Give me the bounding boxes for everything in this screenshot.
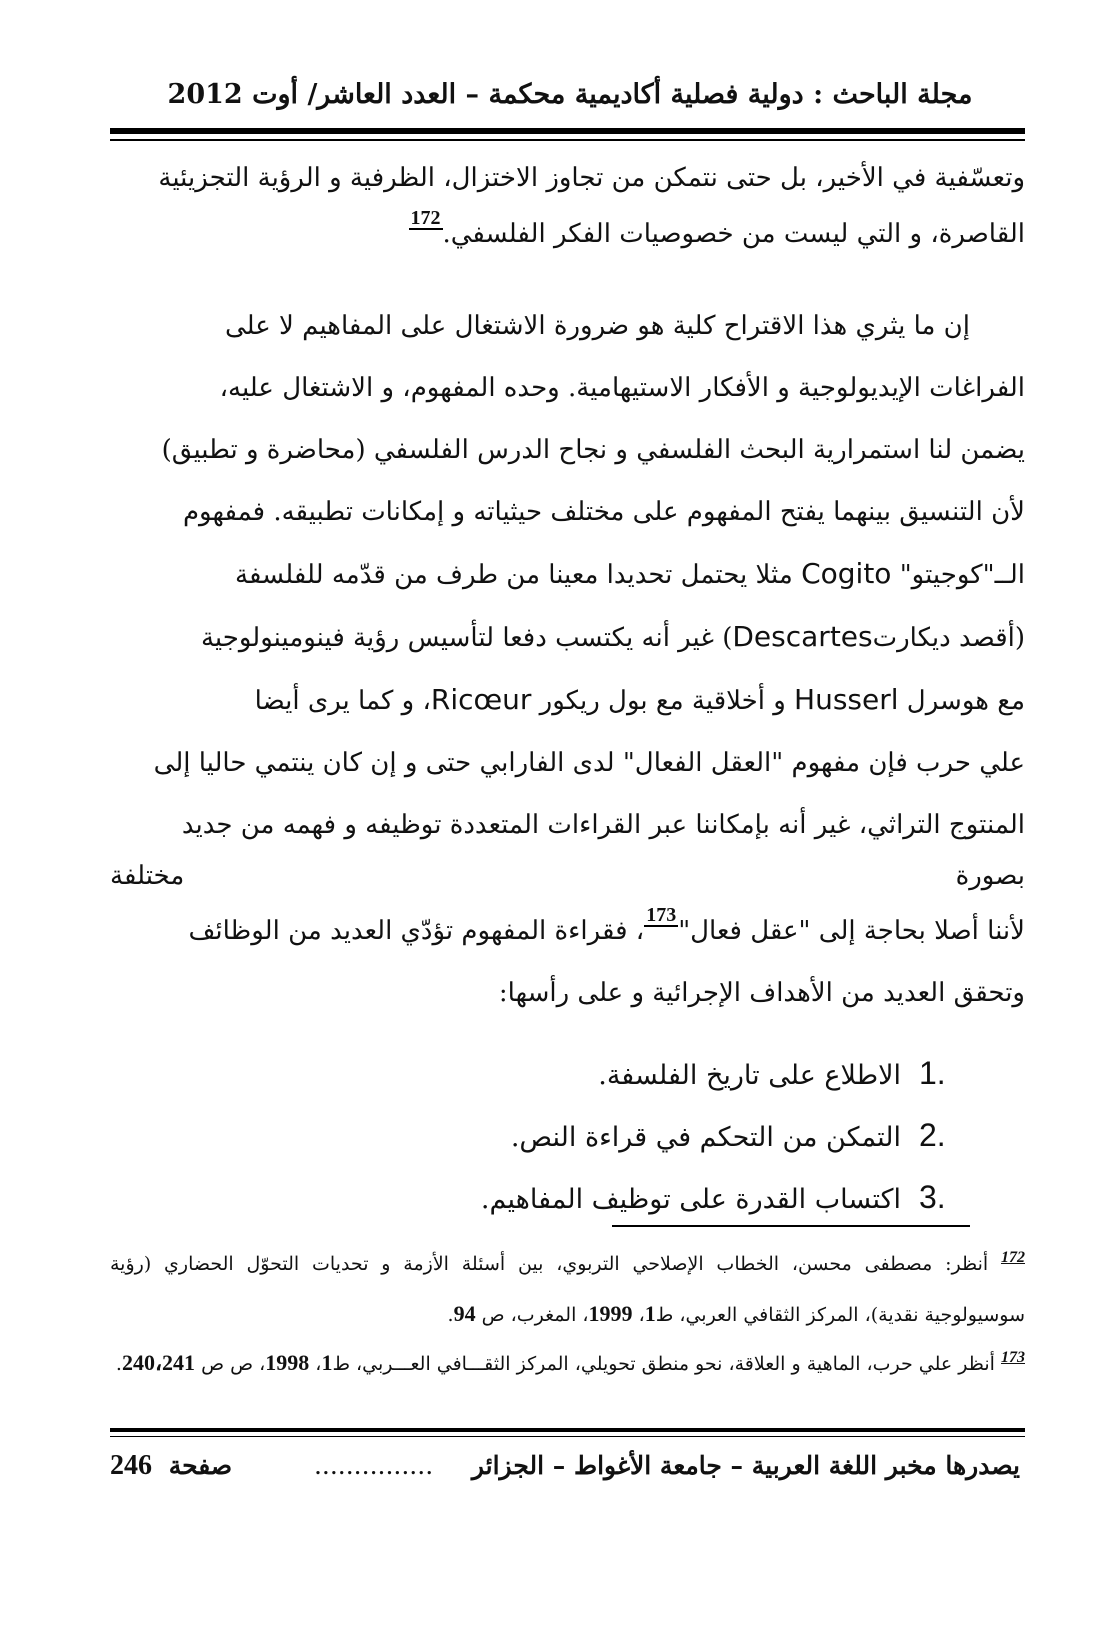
intro-line: وتعسّفية في الأخير، بل حتى نتمكن من تجاوز الاختزال، الظرفية و الرؤية التجزيئية	[158, 163, 1025, 193]
footnote-text: أنظر علي حرب، الماهية و العلاقة، نحو منطق تحويلي، المركز الثقـــافي العـــربي، ط	[332, 1353, 995, 1375]
list-number: 1.	[919, 1055, 946, 1091]
footnote-173	[110, 1339, 1025, 1390]
footnote-172	[110, 1240, 1025, 1339]
footnote-separator	[612, 1225, 970, 1227]
body-line	[110, 543, 1025, 606]
intro-paragraph	[110, 150, 1025, 262]
footnote-year: 1998	[265, 1350, 310, 1375]
footnote-page: 94	[453, 1301, 476, 1326]
footnote-text: .	[115, 1353, 122, 1375]
list-number: 2.	[919, 1117, 946, 1153]
list-text: الاطلاع على تاريخ الفلسفة.	[598, 1060, 901, 1091]
body-line	[110, 295, 1025, 357]
journal-header: مجلة الباحث : دولية فصلية أكاديمية محكمة – العدد العاشر/ أوت 2012	[167, 79, 973, 110]
footnote-text: ،	[632, 1304, 645, 1326]
footnote-year: 1999	[588, 1301, 633, 1326]
body-line-text: إن ما يثري هذا الاقتراح كلية هو ضرورة الاشتغال على المفاهيم لا على	[224, 311, 970, 341]
footnote-text: .	[447, 1304, 454, 1326]
page-footer	[110, 1450, 1020, 1482]
footnote-text: ،	[309, 1353, 322, 1375]
footnote-text: أنظر: مصطفى محسن، الخطاب الإصلاحي التربوي، بين أسئلة الأزمة و تحديات التحوّل الحضاري (رؤية سوسيولوجية نقدية)، المركز الثقافي العربي، ط	[110, 1253, 1025, 1326]
page-number: 246	[110, 1450, 152, 1481]
footnote-edition: 1	[644, 1301, 656, 1326]
term-cogito: Cogito	[801, 557, 892, 590]
body-line: وتحقق العديد من الأهداف الإجرائية و على رأسها:	[498, 978, 1025, 1008]
list-item	[267, 1179, 967, 1241]
body-line-text: (أقصد ديكارت	[872, 623, 1025, 653]
list-item	[267, 1055, 967, 1117]
footnote-edition: 1	[321, 1350, 333, 1375]
footnotes	[110, 1240, 1025, 1390]
body-line-text: مختلفة	[110, 861, 185, 891]
body-line: المنتوج التراثي، غير أنه بإمكاننا عبر القراءات المتعددة توظيفه و فهمه من جديد	[181, 810, 1025, 840]
page-label: صفحة	[168, 1451, 233, 1480]
body-line-text: مثلا يحتمل تحديدا معينا من طرف من قدّمه للفلسفة	[235, 560, 793, 590]
footer-dots: ...............	[313, 1451, 434, 1480]
term-husserl: Husserl	[794, 683, 899, 716]
body-line: لأن التنسيق بينهما يفتح المفهوم على مختلف حيثياته و إمكانات تطبيقه. فمفهوم	[182, 497, 1025, 527]
footnote-ref-172[interactable]: 172	[410, 207, 441, 229]
body-line-text: و أخلاقية مع بول ريكور	[539, 686, 786, 716]
body-line: يضمن لنا استمرارية البحث الفلسفي و نجاح الدرس الفلسفي (محاضرة و تطبيق)	[161, 435, 1025, 465]
body-line-text: الــ"كوجيتو"	[899, 560, 1025, 590]
body-line-text: بصورة	[955, 861, 1025, 891]
header-rule-thin	[110, 139, 1025, 141]
list-text: التمكن من التحكم في قراءة النص.	[510, 1122, 901, 1153]
publisher-text: يصدرها مخبر اللغة العربية – جامعة الأغواط – الجزائر	[471, 1451, 1020, 1480]
intro-line-text: القاصرة، و التي ليست من خصوصيات الفكر الفلسفي.	[442, 219, 1025, 249]
body-line-text: مع هوسرل	[906, 686, 1025, 716]
list-number: 3.	[919, 1179, 946, 1215]
body-line	[110, 856, 1025, 896]
footnote-text: ، ص ص	[195, 1353, 266, 1375]
body-line	[110, 900, 1025, 962]
body-line: علي حرب فإن مفهوم "العقل الفعال" لدى الفارابي حتى و إن كان ينتمي حاليا إلى	[153, 748, 1025, 778]
body-line-text: ، و كما يرى أيضا	[254, 686, 431, 716]
footnote-ref-173[interactable]: 173	[646, 904, 677, 926]
term-ricoeur: Ricœur	[430, 683, 532, 716]
footer-rule-thick	[110, 1428, 1025, 1432]
footnote-page: 240،241	[121, 1350, 196, 1375]
footnote-number: 173	[1001, 1349, 1025, 1366]
intro-line	[110, 206, 1025, 262]
footer-publisher	[314, 1451, 1020, 1480]
list-text: اكتساب القدرة على توظيف المفاهيم.	[480, 1184, 901, 1215]
term-descartes: Descartes	[732, 620, 873, 653]
footer-rule-thin	[110, 1436, 1025, 1437]
body-line-text: ) غير أنه يكتسب دفعا لتأسيس رؤية فينومينولوجية	[200, 623, 733, 653]
body-line: الفراغات الإيديولوجية و الأفكار الاستيهامية. وحده المفهوم، و الاشتغال عليه،	[219, 373, 1025, 403]
header-rule-thick	[110, 128, 1025, 134]
footnote-number: 172	[1000, 1249, 1025, 1266]
footnote-text: ، المغرب، ص	[475, 1304, 589, 1326]
after-paragraph	[110, 900, 1025, 1024]
numbered-list	[267, 1055, 967, 1241]
body-line-text: ، فقراءة المفهوم تؤدّي العديد من الوظائف	[188, 916, 645, 946]
body-line-text: لأننا أصلا بحاجة إلى "عقل فعال"	[678, 916, 1025, 946]
body-line	[110, 606, 1025, 669]
main-paragraph	[110, 295, 1025, 896]
page-number-block	[110, 1450, 232, 1482]
list-item	[267, 1117, 967, 1179]
body-line	[110, 669, 1025, 732]
